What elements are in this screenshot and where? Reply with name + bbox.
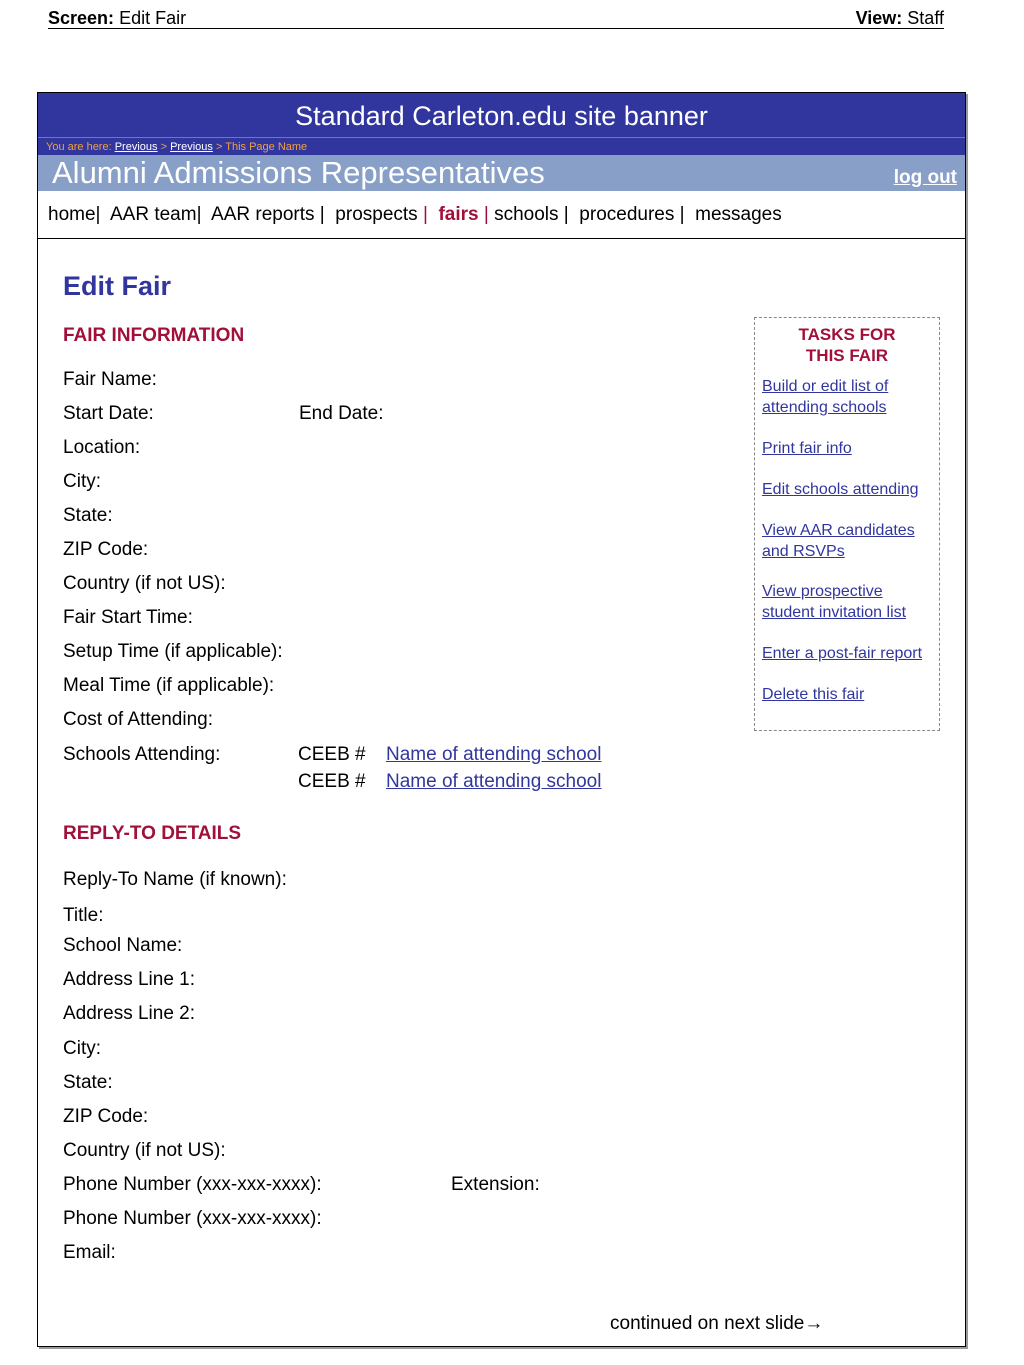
extension-label: Extension:: [451, 1174, 540, 1195]
slide-meta-bar: [48, 8, 944, 29]
start-date-label: Start Date:: [63, 403, 154, 424]
country-label: Country (if not US):: [63, 573, 226, 594]
reply-to-heading: REPLY-TO DETAILS: [63, 823, 242, 844]
city-label: City:: [63, 471, 101, 492]
screen-label: Screen:: [48, 8, 115, 28]
meal-time-label: Meal Time (if applicable):: [63, 675, 275, 696]
nav-sep: |: [483, 204, 489, 225]
attending-school-link[interactable]: Name of attending school: [386, 771, 602, 792]
state-label: State:: [63, 505, 113, 526]
main-nav: [38, 201, 965, 239]
view-value: Staff: [907, 8, 944, 28]
arrow-right-icon: →: [804, 1313, 824, 1334]
setup-time-label: Setup Time (if applicable):: [63, 641, 283, 662]
task-link-line: Enter a post-fair report: [762, 645, 923, 662]
address-line-1-label: Address Line 1:: [63, 969, 196, 990]
breadcrumb: [38, 137, 965, 155]
breadcrumb-current: This Page Name: [225, 141, 308, 153]
task-link-line: Edit schools attending: [762, 481, 919, 498]
site-banner: Standard Carleton.edu site banner: [38, 93, 965, 137]
tasks-title-line2: THIS FAIR: [805, 346, 889, 365]
page-title: Edit Fair: [63, 271, 172, 301]
ceeb-label: CEEB #: [298, 744, 366, 765]
zip-label: ZIP Code:: [63, 539, 149, 560]
logout-link[interactable]: log out: [893, 167, 957, 188]
task-edit-schools[interactable]: [762, 479, 937, 500]
reply-city-label: City:: [63, 1038, 101, 1059]
view-meta: [856, 8, 944, 29]
task-view-invitation-list[interactable]: [762, 581, 937, 623]
tasks-title: [755, 324, 939, 366]
task-delete-fair[interactable]: [762, 684, 937, 705]
task-link-line: Delete this fair: [762, 686, 865, 703]
task-link-line: student invitation list: [762, 604, 907, 621]
task-print-fair-info[interactable]: [762, 438, 937, 459]
breadcrumb-sep: >: [160, 141, 168, 153]
schools-attending-label: Schools Attending:: [63, 744, 221, 765]
nav-procedures[interactable]: procedures: [579, 204, 675, 225]
screen-value: Edit Fair: [119, 8, 187, 28]
tasks-title-line1: TASKS FOR: [798, 325, 896, 344]
reply-state-label: State:: [63, 1072, 113, 1093]
phone-2-label: Phone Number (xxx-xxx-xxxx):: [63, 1208, 322, 1229]
continued-text: continued on next slide: [610, 1313, 805, 1334]
school-name-label: School Name:: [63, 935, 183, 956]
address-line-2-label: Address Line 2:: [63, 1003, 196, 1024]
task-link-line: View prospective: [762, 583, 883, 600]
task-link-line: attending schools: [762, 399, 887, 416]
nav-sep: |: [319, 204, 325, 225]
task-build-school-list[interactable]: [762, 376, 937, 418]
breadcrumb-prefix: You are here:: [46, 141, 112, 153]
start-time-label: Fair Start Time:: [63, 607, 193, 628]
screen-meta: [48, 8, 186, 29]
email-label: Email:: [63, 1242, 116, 1263]
reply-country-label: Country (if not US):: [63, 1140, 226, 1161]
title-label: Title:: [63, 905, 104, 926]
location-label: Location:: [63, 437, 141, 458]
nav-sep: |: [95, 204, 101, 225]
fair-info-heading: FAIR INFORMATION: [63, 325, 245, 346]
task-link-line: Build or edit list of: [762, 378, 889, 395]
tasks-panel: [754, 317, 940, 731]
app-header: [38, 155, 965, 191]
nav-sep: |: [563, 204, 569, 225]
breadcrumb-link-2[interactable]: Previous: [170, 141, 213, 153]
breadcrumb-sep: >: [215, 141, 223, 153]
nav-fairs[interactable]: fairs: [438, 204, 479, 225]
app-title: Alumni Admissions Representatives: [52, 155, 545, 190]
attending-school-link[interactable]: Name of attending school: [386, 744, 602, 765]
task-link-line: and RSVPs: [762, 543, 845, 560]
nav-messages[interactable]: messages: [695, 204, 782, 225]
nav-home[interactable]: home: [48, 204, 96, 225]
end-date-label: End Date:: [299, 403, 384, 424]
reply-to-name-label: Reply-To Name (if known):: [63, 869, 287, 890]
nav-sep: |: [679, 204, 685, 225]
fair-name-label: Fair Name:: [63, 369, 157, 390]
nav-aar-reports[interactable]: AAR reports: [211, 204, 315, 225]
continued-note: [610, 1313, 823, 1335]
task-link-line: View AAR candidates: [762, 522, 915, 539]
view-label: View:: [855, 8, 903, 28]
nav-sep: |: [196, 204, 202, 225]
nav-aar-team[interactable]: AAR team: [109, 204, 197, 225]
nav-sep: |: [422, 204, 428, 225]
nav-schools[interactable]: schools: [494, 204, 559, 225]
breadcrumb-link-1[interactable]: Previous: [114, 141, 158, 153]
nav-prospects[interactable]: prospects: [335, 204, 418, 225]
ceeb-label: CEEB #: [298, 771, 366, 792]
cost-label: Cost of Attending:: [63, 709, 213, 730]
task-link-line: Print fair info: [762, 440, 852, 457]
task-post-fair-report[interactable]: [762, 643, 937, 664]
page-frame: [37, 92, 966, 1347]
reply-zip-label: ZIP Code:: [63, 1106, 149, 1127]
phone-1-label: Phone Number (xxx-xxx-xxxx):: [63, 1174, 322, 1195]
task-view-aar-candidates[interactable]: [762, 520, 937, 562]
